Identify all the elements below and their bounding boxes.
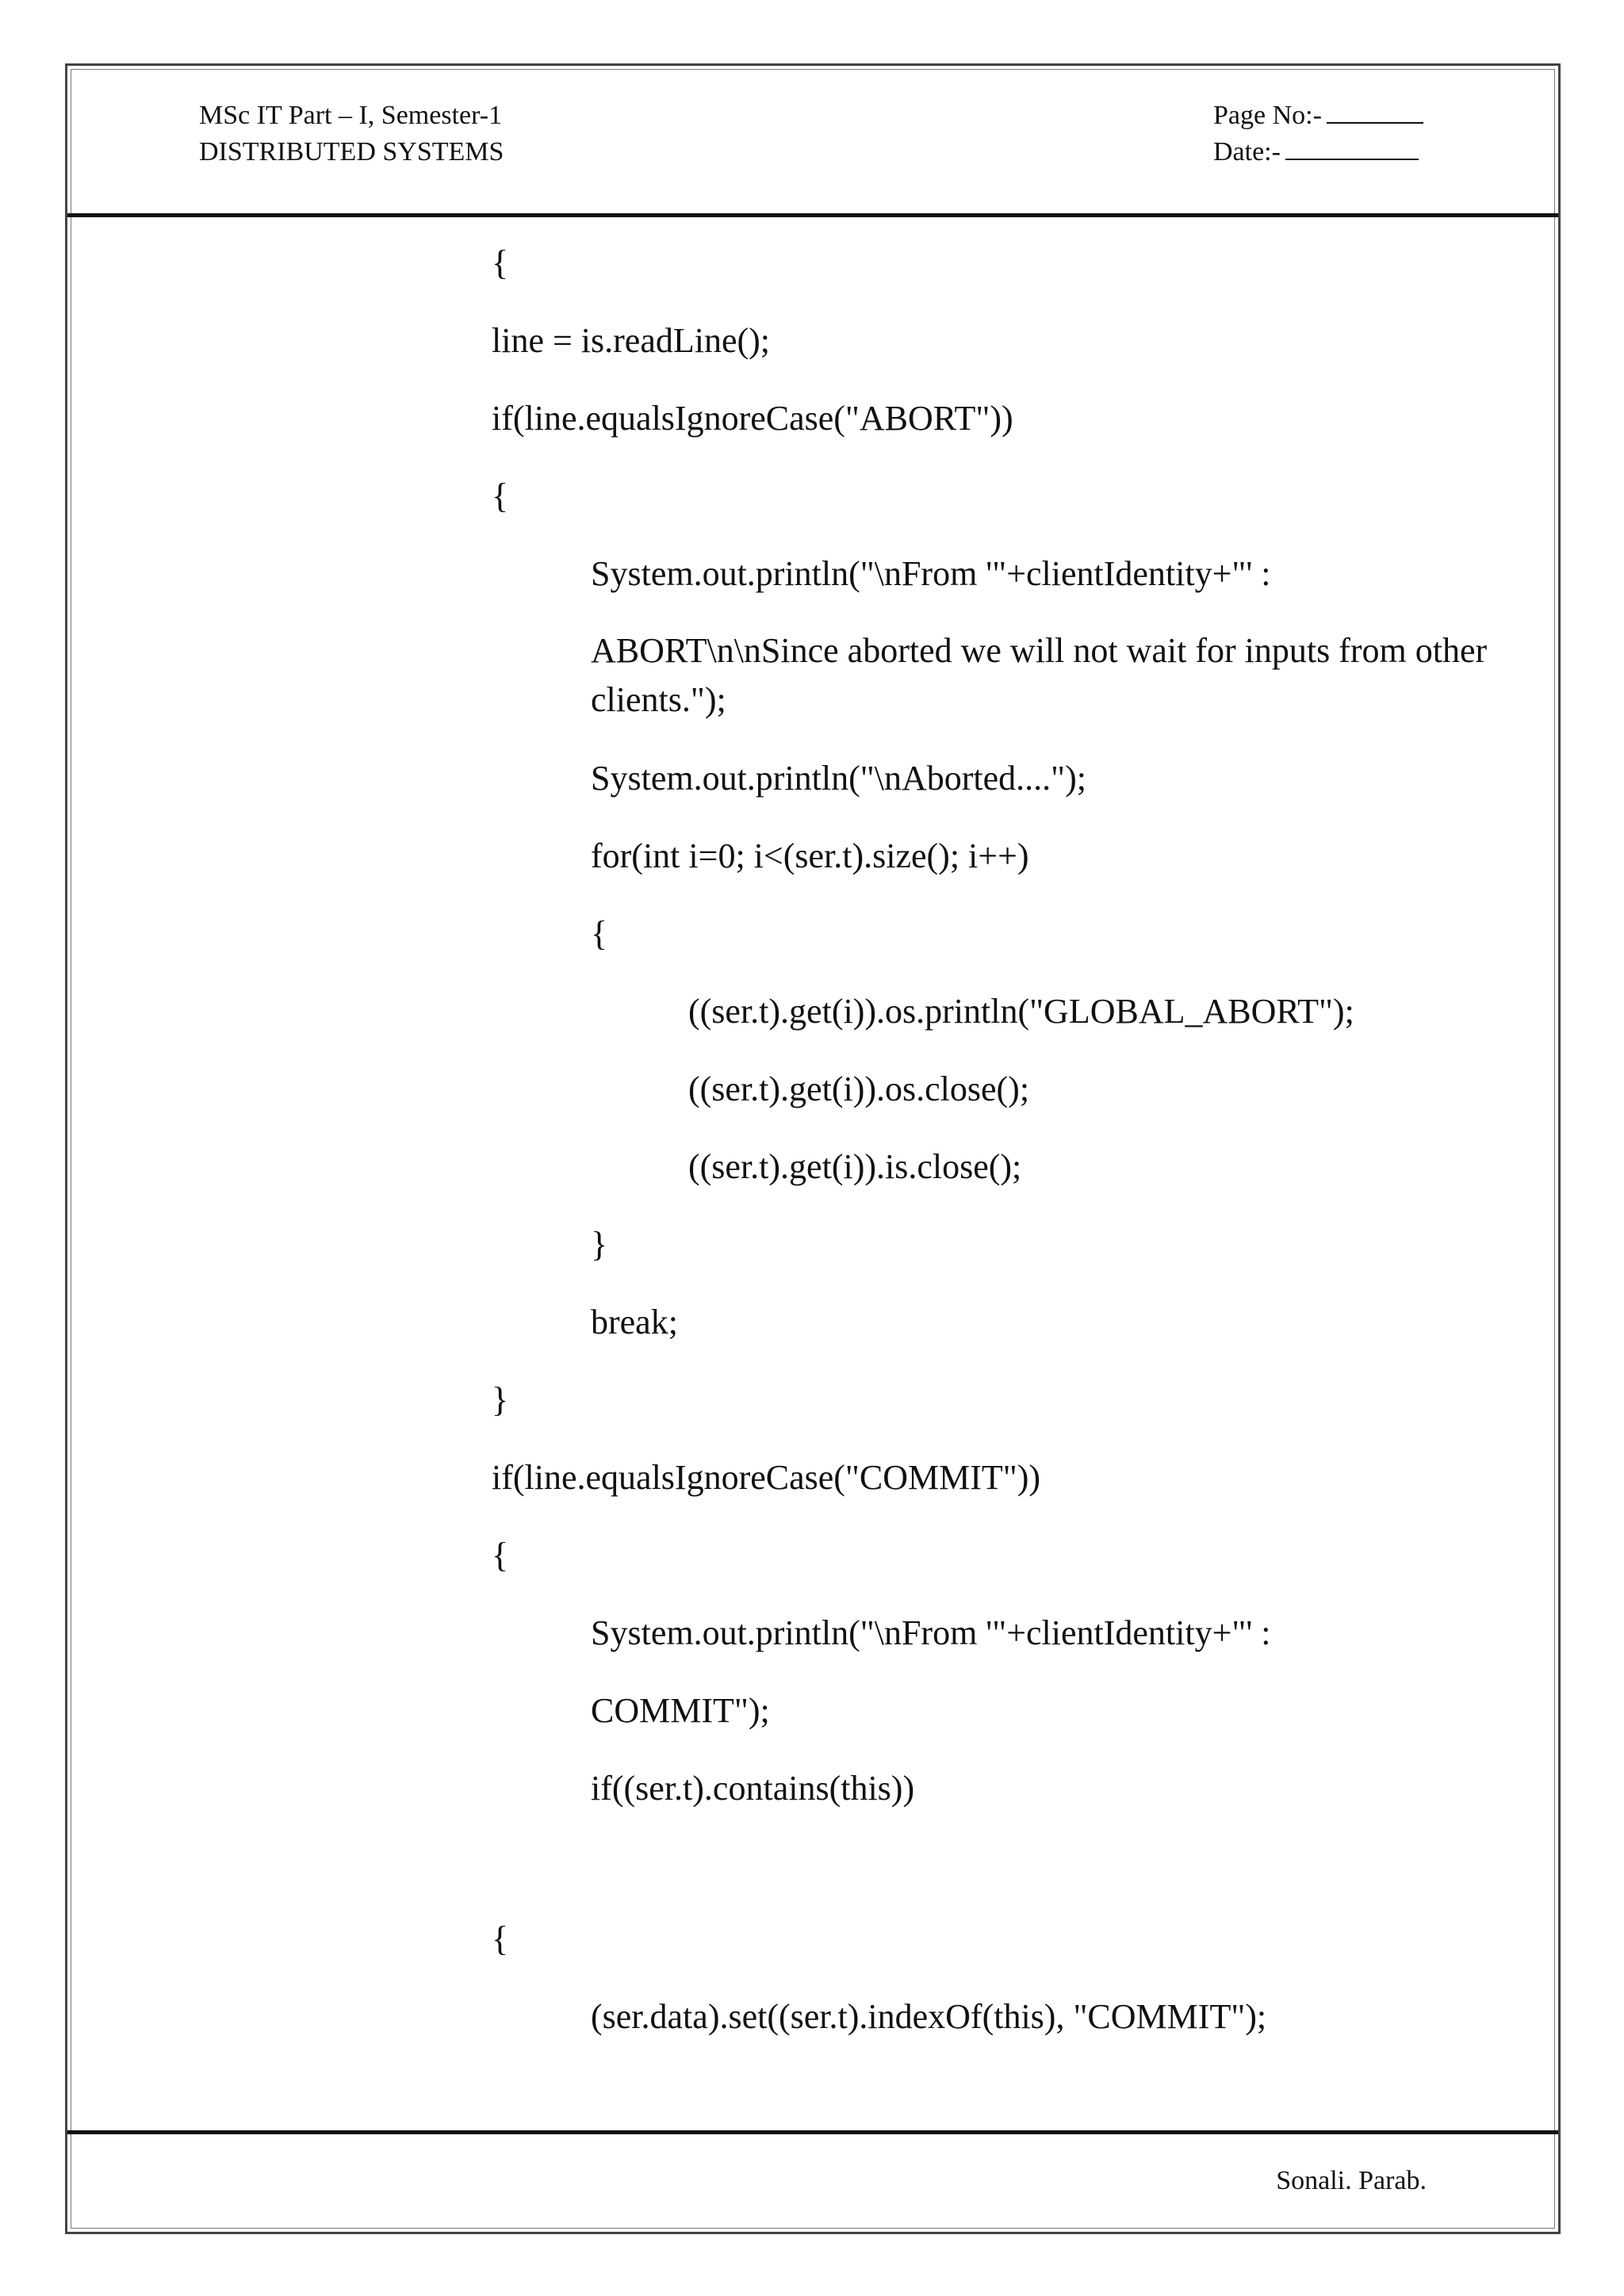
code-line: break;: [591, 1303, 678, 1341]
code-line: ((ser.t).get(i)).is.close();: [688, 1147, 1022, 1186]
subject-title: DISTRIBUTED SYSTEMS: [199, 137, 504, 166]
author-signature: Sonali. Parab.: [1276, 2166, 1427, 2195]
code-line: {: [492, 1536, 509, 1575]
code-line: COMMIT");: [591, 1691, 770, 1730]
code-line: System.out.println("\nFrom '"+clientIdentity+"' :: [591, 1613, 1271, 1652]
code-line: if((ser.t).contains(this)): [591, 1769, 915, 1808]
course-title: MSc IT Part – I, Semester-1: [199, 101, 503, 130]
header-left: [199, 98, 504, 170]
code-line: {: [492, 243, 509, 282]
page-footer: [67, 2130, 1558, 2232]
code-line: if(line.equalsIgnoreCase("ABORT")): [492, 399, 1013, 438]
code-line: {: [492, 1919, 509, 1958]
code-line: {: [492, 476, 509, 515]
code-line: System.out.println("\nFrom '"+clientIdentity+"' :: [591, 554, 1271, 593]
code-line: (ser.data).set((ser.t).indexOf(this), "COMMIT");: [591, 1997, 1267, 2036]
code-line: }: [492, 1380, 509, 1419]
date-field: [1213, 134, 1423, 170]
header-right: [1213, 98, 1423, 170]
page-number-field: [1213, 98, 1423, 134]
page-header: [67, 66, 1558, 217]
date-blank: [1285, 136, 1419, 160]
code-line: ABORT\n\nSince aborted we will not wait for inputs from other clients.");: [591, 631, 1488, 719]
date-label: Date:-: [1213, 137, 1281, 166]
code-line: System.out.println("\nAborted....");: [591, 759, 1086, 798]
code-line: for(int i=0; i<(ser.t).size(); i++): [591, 836, 1029, 875]
code-line: line = is.readLine();: [492, 321, 771, 360]
page-number-blank: [1327, 100, 1423, 124]
code-line: ((ser.t).get(i)).os.println("GLOBAL_ABORT");: [688, 992, 1354, 1031]
code-line: {: [591, 914, 608, 953]
code-line: if(line.equalsIgnoreCase("COMMIT")): [492, 1458, 1041, 1497]
code-line: ((ser.t).get(i)).os.close();: [688, 1070, 1030, 1108]
page-number-label: Page No:-: [1213, 101, 1322, 130]
code-line: }: [591, 1225, 608, 1264]
